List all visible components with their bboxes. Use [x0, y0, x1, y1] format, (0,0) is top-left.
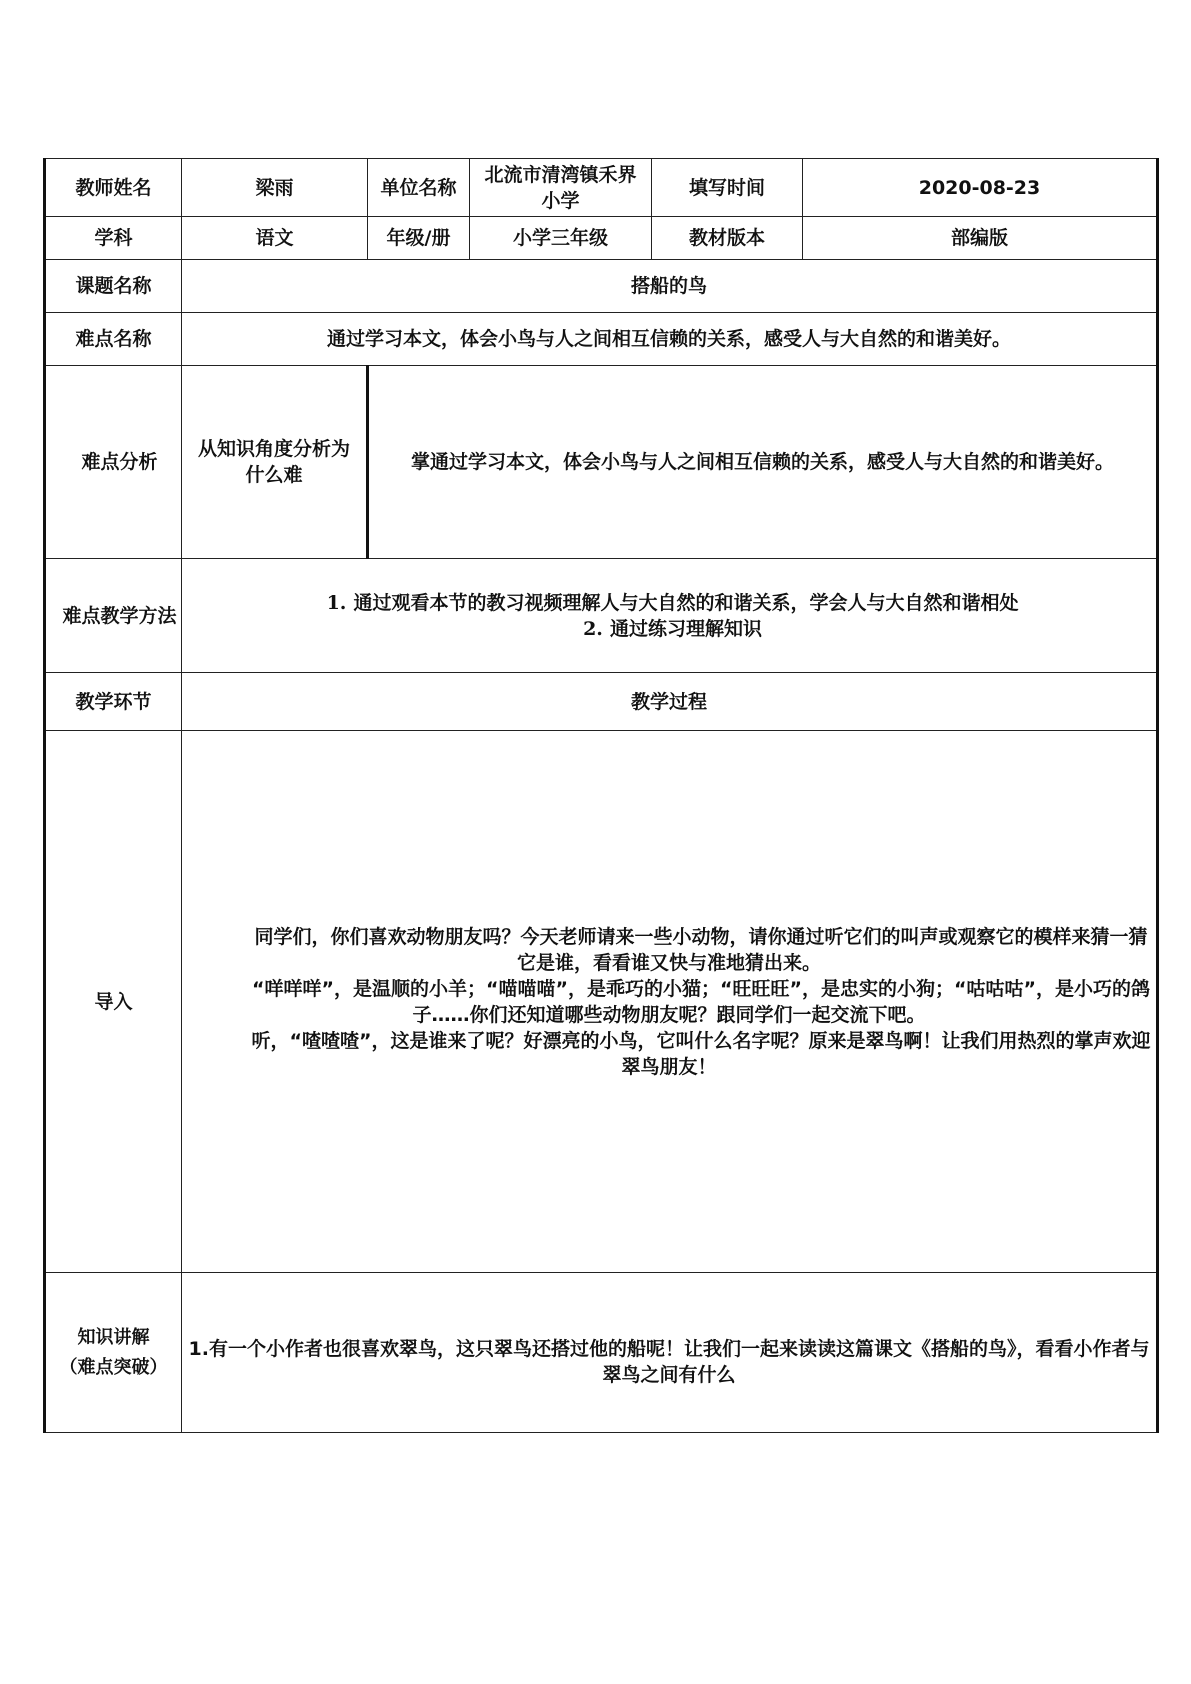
method-item-text: 通过观看本节的教习视频理解人与大自然的和谐关系，学会人与大自然和谐相处 — [353, 591, 1019, 614]
process-stage-label: 教学环节 — [45, 673, 182, 731]
methods-list — [182, 559, 1158, 673]
topic-value: 搭船的鸟 — [182, 260, 1158, 313]
intro-paragraph: “咩咩咩”，是温顺的小羊；“喵喵喵”，是乖巧的小猫；“旺旺旺”，是忠实的小狗；“咕咕咕”，是小巧的鸽子……你们还知道哪些动物朋友呢？跟同学们一起交流下吧。 — [252, 977, 1150, 1026]
topic-label: 课题名称 — [45, 260, 182, 313]
lesson-plan-table — [43, 158, 1159, 1433]
header-row-1 — [45, 159, 1158, 217]
topic-row — [45, 260, 1158, 313]
teacher-name-value: 梁雨 — [182, 159, 368, 217]
analysis-subheading-line2: 什么难 — [245, 464, 303, 486]
grade-label: 年级/册 — [368, 217, 470, 260]
edition-label: 教材版本 — [652, 217, 803, 260]
time-label: 填写时间 — [652, 159, 803, 217]
analysis-subheading-line1: 从知识角度分析为 — [197, 438, 350, 460]
unit-label: 单位名称 — [368, 159, 470, 217]
intro-paragraph: 同学们，你们喜欢动物朋友吗？今天老师请来一些小动物，请你通过听它们的叫声或观察它的模样来猜一猜它是谁，看看谁又快与准地猜出来。 — [254, 925, 1148, 974]
knowledge-content: 1.有一个小作者也很喜欢翠鸟，这只翠鸟还搭过他的船呢！让我们一起来读读这篇课文《搭船的鸟》，看看小作者与翠鸟之间有什么 — [182, 1273, 1158, 1433]
method-item — [182, 590, 1156, 616]
unit-value-line2: 小学 — [541, 189, 580, 212]
process-title: 教学过程 — [182, 673, 1158, 731]
analysis-text: 掌通过学习本文，体会小鸟与人之间相互信赖的关系，感受人与大自然的和谐美好。 — [368, 366, 1158, 559]
subject-label: 学科 — [45, 217, 182, 260]
unit-value-line1: 北流市清湾镇禾界 — [484, 163, 637, 186]
analysis-row — [45, 366, 1158, 559]
process-header-row — [45, 673, 1158, 731]
methods-row — [45, 559, 1158, 673]
subject-value: 语文 — [182, 217, 368, 260]
teacher-name-label: 教师姓名 — [45, 159, 182, 217]
intro-label: 导入 — [45, 731, 182, 1273]
grade-value: 小学三年级 — [470, 217, 652, 260]
difficulty-value: 通过学习本文，体会小鸟与人之间相互信赖的关系，感受人与大自然的和谐美好。 — [182, 313, 1158, 366]
knowledge-label-line1: 知识讲解 — [77, 1326, 150, 1348]
method-item-number: 2. — [583, 617, 603, 640]
edition-value: 部编版 — [803, 217, 1158, 260]
intro-content — [182, 731, 1158, 1273]
intro-row — [45, 731, 1158, 1273]
knowledge-row — [45, 1273, 1158, 1433]
header-row-2 — [45, 217, 1158, 260]
analysis-label: 难点分析 — [45, 366, 182, 559]
difficulty-label: 难点名称 — [45, 313, 182, 366]
methods-label: 难点教学方法 — [45, 559, 182, 673]
method-item — [182, 616, 1156, 642]
unit-value — [470, 159, 652, 217]
analysis-subheading — [182, 366, 368, 559]
method-item-text: 通过练习理解知识 — [609, 617, 762, 640]
intro-paragraph: 听，“喳喳喳”，这是谁来了呢？好漂亮的小鸟，它叫什么名字呢？原来是翠鸟啊！让我们用热烈的掌声欢迎翠鸟朋友！ — [251, 1029, 1151, 1078]
method-item-number: 1. — [326, 591, 347, 614]
difficulty-row — [45, 313, 1158, 366]
time-value: 2020-08-23 — [803, 159, 1158, 217]
knowledge-label-line2: （难点突破） — [59, 1356, 168, 1378]
knowledge-label — [45, 1273, 182, 1433]
